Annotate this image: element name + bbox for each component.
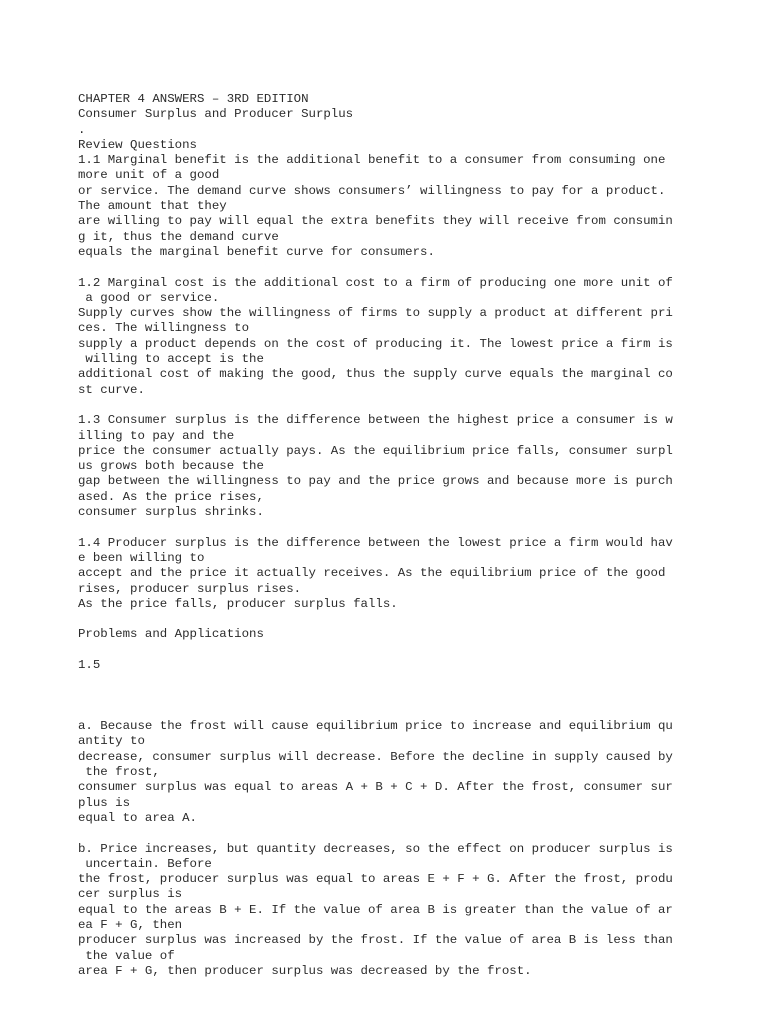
text-line: antity to <box>78 734 145 749</box>
text-line: st curve. <box>78 382 145 397</box>
text-line: supply a product depends on the cost of producing it. The lowest price a firm is <box>78 336 673 351</box>
text-line: more unit of a good <box>78 168 220 183</box>
text-line: consumer surplus shrinks. <box>78 505 264 520</box>
text-line: a. Because the frost will cause equilibrium price to increase and equilibrium qu <box>78 719 673 734</box>
text-line: the frost, producer surplus was equal to areas E + F + G. After the frost, produ <box>78 872 673 887</box>
text-line: gap between the willingness to pay and the price grows and because more is purch <box>78 474 673 489</box>
text-line: accept and the price it actually receives. As the equilibrium price of the good <box>78 566 666 581</box>
text-line: ces. The willingness to <box>78 321 250 336</box>
text-line: Problems and Applications <box>78 627 264 642</box>
text-line: ea F + G, then <box>78 918 183 933</box>
text-line: or service. The demand curve shows consumers’ willingness to pay for a product. <box>78 183 666 198</box>
blank-line <box>78 673 698 688</box>
text-line: . <box>78 122 86 137</box>
text-line: b. Price increases, but quantity decreases, so the effect on producer surplus is <box>78 841 673 856</box>
document-text <box>78 92 698 979</box>
text-line: illing to pay and the <box>78 428 235 443</box>
text-line: 1.1 Marginal benefit is the additional benefit to a consumer from consuming one <box>78 153 666 168</box>
text-line: e been willing to <box>78 550 205 565</box>
text-line: the value of <box>78 948 175 963</box>
text-line: price the consumer actually pays. As the equilibrium price falls, consumer surpl <box>78 443 673 458</box>
blank-line <box>78 612 698 627</box>
text-line: equal to the areas B + E. If the value of area B is greater than the value of ar <box>78 902 673 917</box>
blank-line <box>78 398 698 413</box>
blank-line <box>78 704 698 719</box>
text-line: the frost, <box>78 765 160 780</box>
text-line: willing to accept is the <box>78 352 264 367</box>
text-line: consumer surplus was equal to areas A + B + C + D. After the frost, consumer sur <box>78 780 673 795</box>
text-line: Review Questions <box>78 137 197 152</box>
text-line: us grows both because the <box>78 459 264 474</box>
blank-line <box>78 643 698 658</box>
text-line: a good or service. <box>78 290 220 305</box>
text-line: CHAPTER 4 ANSWERS – 3RD EDITION <box>78 92 309 106</box>
text-line: rises, producer surplus rises. <box>78 581 302 596</box>
text-line: 1.2 Marginal cost is the additional cost to a firm of producing one more unit of <box>78 275 673 290</box>
text-line: Consumer Surplus and Producer Surplus <box>78 107 354 122</box>
text-line: equals the marginal benefit curve for consumers. <box>78 244 435 259</box>
text-line: cer surplus is <box>78 887 183 902</box>
text-line: area F + G, then producer surplus was decreased by the frost. <box>78 963 532 978</box>
text-line: producer surplus was increased by the frost. If the value of area B is less than <box>78 933 673 948</box>
text-line: plus is <box>78 795 131 810</box>
text-line: As the price falls, producer surplus falls. <box>78 596 398 611</box>
text-line: 1.3 Consumer surplus is the difference between the highest price a consumer is w <box>78 413 673 428</box>
text-line: Supply curves show the willingness of firms to supply a product at different pri <box>78 306 673 321</box>
blank-line <box>78 689 698 704</box>
text-line: decrease, consumer surplus will decrease. Before the decline in supply caused by <box>78 749 673 764</box>
blank-line <box>78 260 698 275</box>
blank-line <box>78 520 698 535</box>
text-line: 1.5 <box>78 657 101 672</box>
text-line: 1.4 Producer surplus is the difference between the lowest price a firm would hav <box>78 535 673 550</box>
text-line: equal to area A. <box>78 810 197 825</box>
text-line: The amount that they <box>78 199 227 214</box>
blank-line <box>78 826 698 841</box>
text-line: additional cost of making the good, thus the supply curve equals the marginal co <box>78 367 673 382</box>
text-line: g it, thus the demand curve <box>78 229 279 244</box>
text-line: are willing to pay will equal the extra benefits they will receive from consumin <box>78 214 673 229</box>
text-line: uncertain. Before <box>78 856 212 871</box>
text-line: ased. As the price rises, <box>78 489 264 504</box>
